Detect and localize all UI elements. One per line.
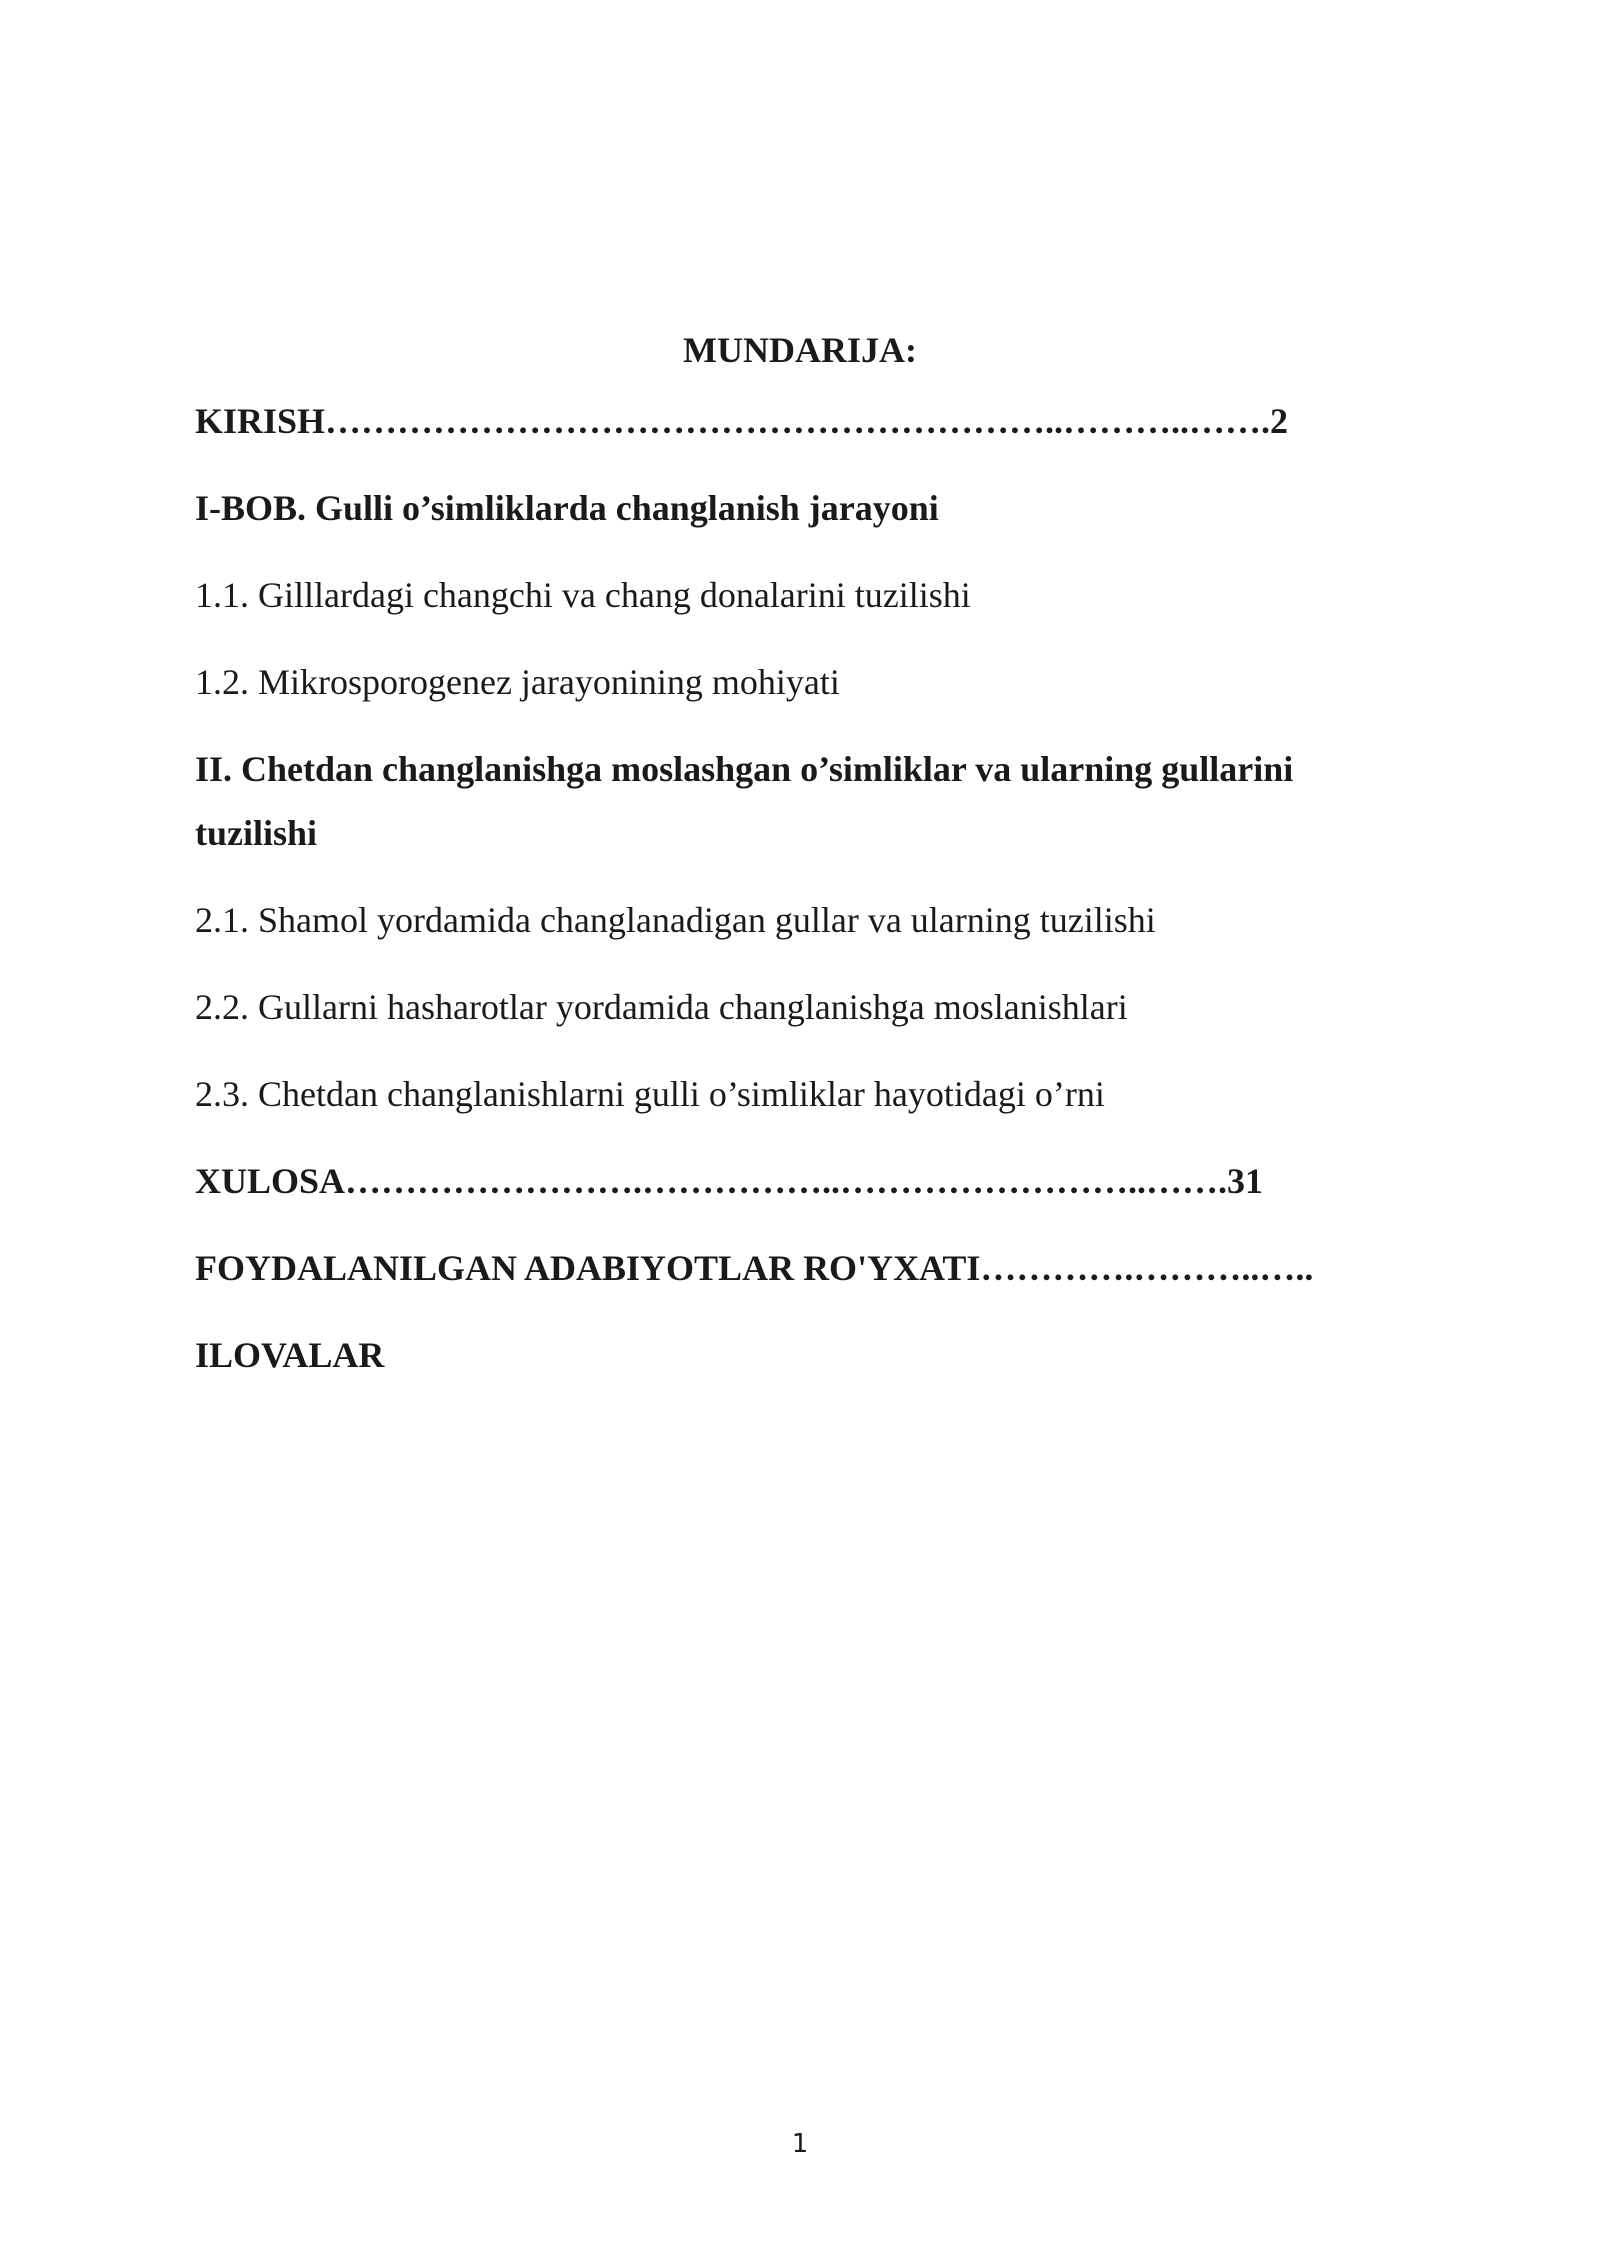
toc-entry-ilovalar: ILOVALAR <box>195 1335 385 1375</box>
toc-entry-xulosa: XULOSA…………………….……………..……………………..…….31 <box>195 1161 1264 1201</box>
toc-entry-kirish: KIRISH……………………………………………………..………..…….2 <box>195 401 1289 441</box>
toc-title: MUNDARIJA: <box>683 330 917 370</box>
toc-entry-section-1-2: 1.2. Mikrosporogenez jarayonining mohiyati <box>195 662 840 702</box>
toc-entry-section-2-3: 2.3. Chetdan changlanishlarni gulli o’simliklar hayotidagi o’rni <box>195 1074 1105 1114</box>
table-of-contents <box>195 389 1415 1410</box>
page-number: 1 <box>791 2129 809 2159</box>
toc-entry-section-2-1: 2.1. Shamol yordamida changlanadigan gullar va ularning tuzilishi <box>195 900 1156 940</box>
toc-entry-section-1-1: 1.1. Gilllardagi changchi va chang donalarini tuzilishi <box>195 575 971 615</box>
toc-entry-section-2-2: 2.2. Gullarni hasharotlar yordamida changlanishga moslanishlari <box>195 987 1128 1027</box>
toc-entry-chapter-1: I-BOB. Gulli o’simliklarda changlanish jarayoni <box>195 488 939 528</box>
toc-entry-chapter-2: II. Chetdan changlanishga moslashgan o’simliklar va ularning gullarini tuzilishi <box>195 749 1294 853</box>
toc-entry-bibliography: FOYDALANILGAN ADABIYOTLAR RO'YXATI………….………..….. <box>195 1248 1314 1288</box>
